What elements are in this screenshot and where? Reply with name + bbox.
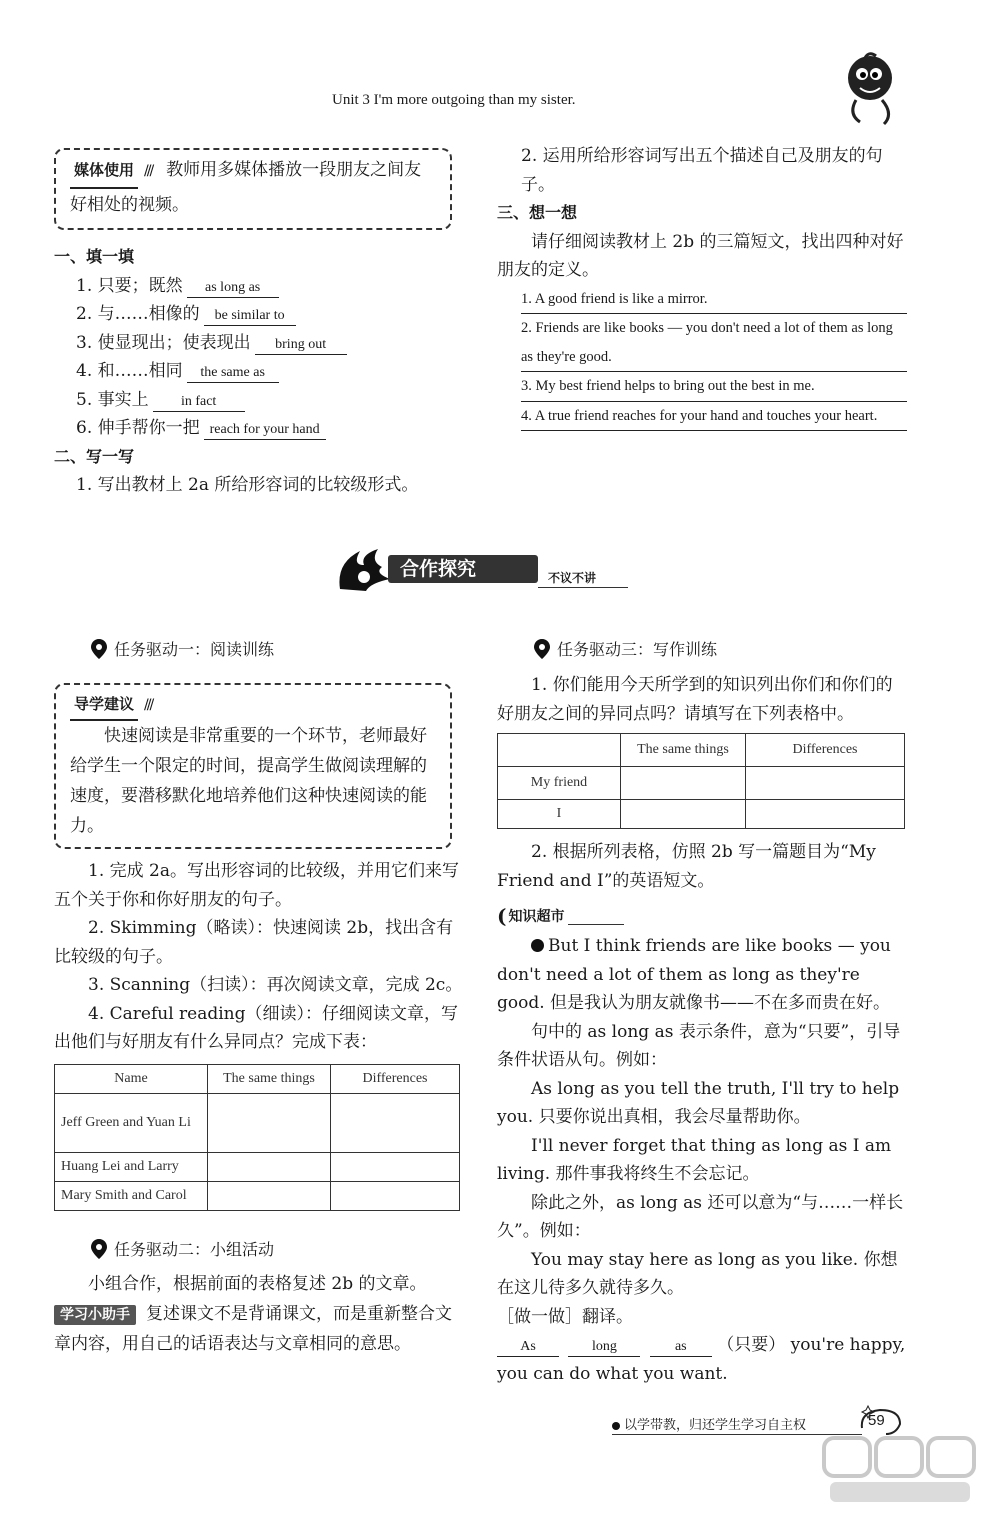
table-cell[interactable] xyxy=(746,800,905,829)
reading-table xyxy=(54,1064,460,1211)
fill-answer[interactable]: be similar to xyxy=(204,307,296,326)
section-banner xyxy=(330,543,670,595)
page-number: 59 xyxy=(868,1412,885,1429)
fill-title: 一、填一填 xyxy=(54,247,135,266)
think-intro: 请仔细阅读教材上 2b 的三篇短文，找出四种对好朋友的定义。 xyxy=(497,231,904,280)
guide-tag: 导学建议 xyxy=(70,689,138,721)
banner-subtitle: 不议不讲 xyxy=(548,571,597,585)
location-pin-icon xyxy=(90,1238,108,1260)
practice-blank[interactable]: as xyxy=(650,1338,712,1357)
table-cell[interactable] xyxy=(208,1153,331,1182)
fill-item: 3. 使显现出；使表现出 bring out xyxy=(54,329,464,358)
task1-step: 3. Scanning（扫读）：再次阅读文章，完成 2c。 xyxy=(88,975,463,995)
table-header: The same things xyxy=(208,1065,331,1094)
right-top-section xyxy=(497,142,907,431)
watermark-logo-icon xyxy=(820,1434,980,1506)
fill-answer[interactable]: bring out xyxy=(255,336,347,355)
fill-answer[interactable]: in fact xyxy=(153,393,245,412)
slash-decoration: /// xyxy=(144,697,153,713)
task2-text: 小组合作，根据前面的表格复述 2b 的文章。 xyxy=(88,1274,427,1294)
knowledge-p6: You may stay here as long as you like. 你想在这儿待多久就待多久。 xyxy=(497,1249,898,1298)
table-row: Huang Lei and Larry xyxy=(55,1153,460,1182)
fill-answer[interactable]: reach for your hand xyxy=(204,421,326,440)
task3-q2: 2. 根据所列表格，仿照 2b 写一篇题目为“My Friend and I”的英语短文。 xyxy=(497,842,876,891)
table-cell[interactable] xyxy=(208,1182,331,1211)
unit-header: Unit 3 I'm more outgoing than my sister. xyxy=(332,92,576,108)
bullet-icon xyxy=(531,939,544,952)
table-cell[interactable] xyxy=(746,767,905,800)
helper-block xyxy=(54,1299,464,1359)
knowledge-p5: 除此之外，as long as 还可以意为“与……一样长久”。例如： xyxy=(497,1192,904,1241)
task1-heading xyxy=(90,637,274,660)
task1-title: 任务驱动一：阅读训练 xyxy=(114,640,275,659)
helper-tag: 学习小助手 xyxy=(54,1305,136,1325)
fill-item: 1. 只要；既然 as long as xyxy=(54,272,464,301)
write-title: 二、写一写 xyxy=(54,446,135,466)
bracket-icon: ( xyxy=(497,904,507,928)
task3-title: 任务驱动三：写作训练 xyxy=(557,640,718,659)
task1-step: 2. Skimming（略读）：快速阅读 2b，找出含有比较级的句子。 xyxy=(54,918,454,967)
footer-slogan: 以学带教，归还学生学习自主权 xyxy=(612,1414,806,1433)
guide-box xyxy=(54,683,452,849)
media-usage-text: 教师用多媒体播放一段朋友之间友好相处的视频。 xyxy=(70,160,422,215)
task2-body xyxy=(54,1270,464,1359)
slash-decoration: /// xyxy=(144,163,153,179)
fill-answer[interactable]: the same as xyxy=(187,364,279,383)
swirl-icon xyxy=(856,1404,906,1438)
table-cell[interactable] xyxy=(331,1182,460,1211)
table-header: Differences xyxy=(331,1065,460,1094)
table-header xyxy=(498,734,621,767)
table-cell[interactable] xyxy=(621,800,746,829)
think-answers xyxy=(497,285,907,432)
practice-blank[interactable]: As xyxy=(497,1338,559,1357)
fill-item: 4. 和……相同 the same as xyxy=(54,357,464,386)
think-answer[interactable]: 3. My best friend helps to bring out the best in me. xyxy=(521,372,907,402)
table-row: My friend xyxy=(498,767,905,800)
mascot-icon xyxy=(838,48,898,130)
fill-item: 2. 与……相像的 be similar to xyxy=(54,300,464,329)
practice-line: As long as （只要） you're happy, you can do what you want. xyxy=(497,1335,906,1384)
media-usage-box xyxy=(54,148,452,230)
practice-blank[interactable]: long xyxy=(568,1338,640,1357)
knowledge-tag-block xyxy=(497,904,624,928)
media-usage-tag: 媒体使用 xyxy=(70,154,138,189)
think-answer[interactable]: 2. Friends are like books — you don't need a lot of them as long as they're good. xyxy=(521,314,907,372)
task3-heading xyxy=(533,637,717,660)
table-cell[interactable] xyxy=(331,1153,460,1182)
practice-label: ［做一做］翻译。 xyxy=(497,1306,633,1327)
table-cell[interactable] xyxy=(331,1094,460,1153)
table-row: Jeff Green and Yuan Li xyxy=(55,1094,460,1153)
guide-text: 快速阅读是非常重要的一个环节，老师最好给学生一个限定的时间，提高学生做阅读理解的速度，要潜移默化地培养他们这种快速阅读的能力。 xyxy=(70,726,427,836)
task1-steps xyxy=(54,857,464,1057)
task1-step: 4. Careful reading（细读）：仔细阅读文章，写出他们与好朋友有什么异同点？完成下表： xyxy=(54,1003,459,1052)
helper-text: 复述课文不是背诵课文，而是重新整合文章内容，用自己的话语表达与文章相同的意思。 xyxy=(54,1303,452,1354)
table-header: The same things xyxy=(621,734,746,767)
table-header: Differences xyxy=(746,734,905,767)
knowledge-tag: 知识超市 xyxy=(508,909,565,925)
task3-q1: 1. 你们能用今天所学到的知识列出你们和你们的好朋友之间的异同点吗？请填写在下列表格中。 xyxy=(497,675,893,724)
fill-item: 6. 伸手帮你一把 reach for your hand xyxy=(54,414,464,443)
knowledge-p3: As long as you tell the truth, I'll try to help you. 只要你说出真相，我会尽量帮助你。 xyxy=(497,1078,900,1127)
knowledge-p1: But I think friends are like books — you don't need a lot of them as long as they're good. 但是我认为朋友就像书——不在多而贵在好。 xyxy=(497,936,891,1013)
writing-table xyxy=(497,733,905,829)
table-header: Name xyxy=(55,1065,208,1094)
think-answer[interactable]: 4. A true friend reaches for your hand and touches your heart. xyxy=(521,402,907,432)
task2-title: 任务驱动二：小组活动 xyxy=(114,1240,275,1259)
fill-answer[interactable]: as long as xyxy=(187,279,279,298)
knowledge-p2: 句中的 as long as 表示条件，意为“只要”，引导条件状语从句。例如： xyxy=(497,1021,901,1070)
write-item-2: 2. 运用所给形容词写出五个描述自己及朋友的句子。 xyxy=(521,146,883,195)
knowledge-p4: I'll never forget that thing as long as I am living. 那件事我将终生不会忘记。 xyxy=(497,1135,892,1184)
knowledge-body xyxy=(497,932,907,1388)
bullet-icon xyxy=(612,1422,620,1430)
banner-title: 合作探究 xyxy=(400,558,477,580)
location-pin-icon xyxy=(533,638,551,660)
location-pin-icon xyxy=(90,638,108,660)
task2-heading xyxy=(90,1237,274,1260)
banner-line xyxy=(538,587,628,588)
think-answer[interactable]: 1. A good friend is like a mirror. xyxy=(521,285,907,315)
fill-section xyxy=(54,243,464,500)
table-row: Mary Smith and Carol xyxy=(55,1182,460,1211)
write-item-1: 1. 写出教材上 2a 所给形容词的比较级形式。 xyxy=(76,475,419,495)
table-cell[interactable] xyxy=(208,1094,331,1153)
table-cell[interactable] xyxy=(621,767,746,800)
fill-item: 5. 事实上 in fact xyxy=(54,386,464,415)
task1-step: 1. 完成 2a。写出形容词的比较级，并用它们来写五个关于你和你好朋友的句子。 xyxy=(54,861,459,910)
think-title: 三、想一想 xyxy=(497,203,578,222)
table-row: I xyxy=(498,800,905,829)
